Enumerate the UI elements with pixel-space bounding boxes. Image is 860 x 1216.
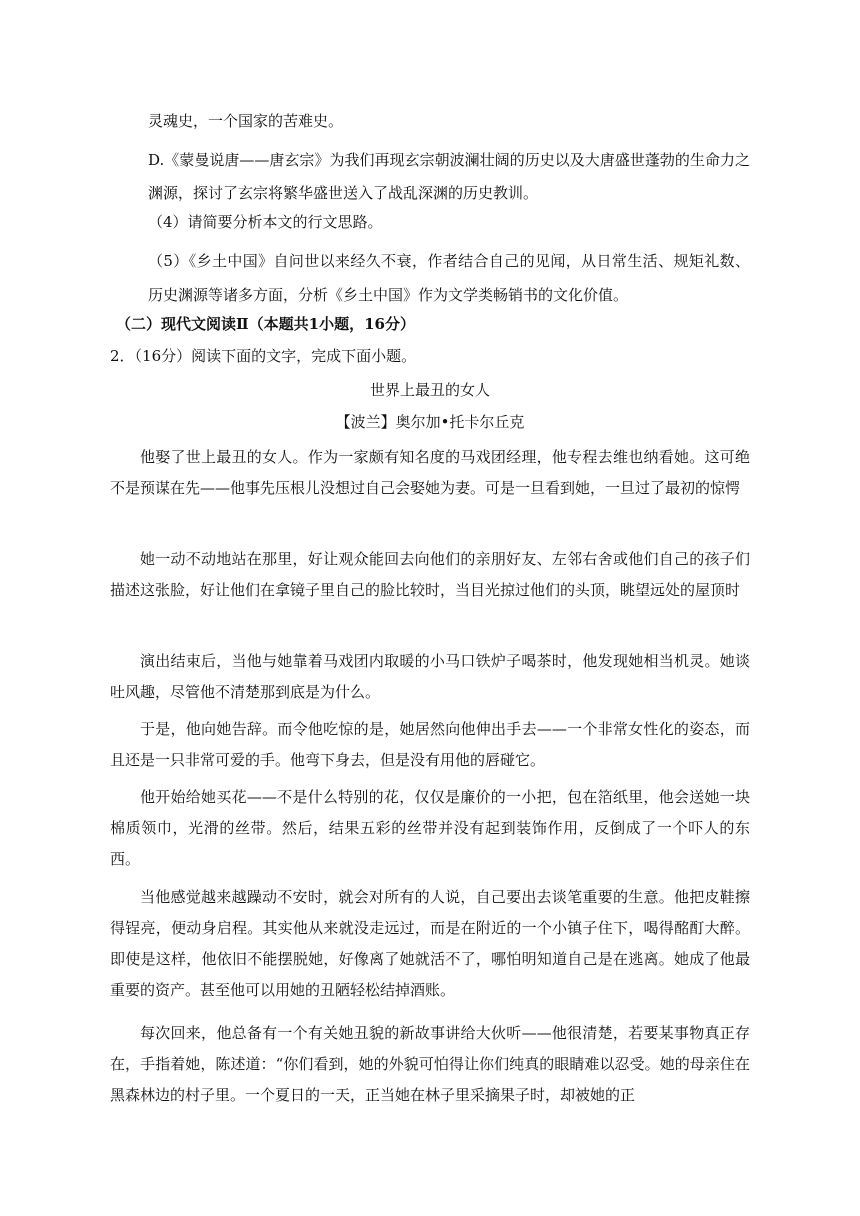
story-paragraph-7: 每次回来，他总备有一个有关她丑貌的新故事讲给大伙听——他很清楚，若要某事物真正存在，手指着她，陈述道：“你们看到，她的外貌可怕得让你们纯真的眼睛难以忍受。她的母亲住在黑森林边的村子里。一个夏日的一天，正当她在林子里采摘果子时，却被她的正 (110, 1024, 750, 1104)
story-paragraph-6: 当他感觉越来越躁动不安时，就会对所有的人说，自己要出去谈笔重要的生意。他把皮鞋擦得锃亮，便动身启程。其实他从来就没走远过，而是在附近的一个小镇子住下，喝得酩酊大醉。即使是这样，他依旧不能摆脱她，好像离了她就活不了，哪怕明知道自己是在逃离。她成了他最重要的资产。甚至他可以用她的丑陋轻松结掉酒账。 (110, 888, 750, 999)
story-paragraph-1: 他娶了世上最丑的女人。作为一家颇有知名度的马戏团经理，他专程去维也纳看她。这可绝不是预谋在先——他事先压根儿没想过自己会娶她为妻。可是一旦看到她，一旦过了最初的惊愕 (110, 448, 750, 497)
story-paragraph-2: 她一动不动地站在那里，好让观众能回去向他们的亲朋好友、左邻右舍或他们自己的孩子们描述这张脸，好让他们在拿镜子里自己的脸比较时，当目光掠过他们的头顶，眺望远处的屋顶时 (110, 550, 750, 599)
option-d: D.《蒙曼说唐——唐玄宗》为我们再现玄宗朝波澜壮阔的历史以及大唐盛世蓬勃的生命力之渊源，探讨了玄宗将繁华盛世送入了战乱深渊的历史教训。 (148, 151, 750, 202)
story-paragraph-4: 于是，他向她告辞。而令他吃惊的是，她居然向他伸出手去——一个非常女性化的姿态，而且还是一只非常可爱的手。他弯下身去，但是没有用他的唇碰它。 (110, 720, 750, 769)
story-title: 世界上最丑的女人 (369, 381, 490, 399)
question-5: （5）《乡土中国》自问世以来经久不衰，作者结合自己的见闻，从日常生活、规矩礼数、历史渊源等诸多方面，分析《乡土中国》作为文学类畅销书的文化价值。 (148, 252, 750, 304)
question-4: （4）请简要分析本文的行文思路。 (148, 213, 383, 231)
story-paragraph-5: 他开始给她买花——不是什么特别的花，仅仅是廉价的一小把，包在箔纸里，他会送她一块棉质领巾，光滑的丝带。然后，结果五彩的丝带并没有起到装饰作用，反倒成了一个吓人的东西。 (110, 788, 750, 868)
question-2-prompt: 2．（16分）阅读下面的文字，完成下面小题。 (110, 347, 417, 365)
option-c-continuation: 灵魂史，一个国家的苦难史。 (148, 112, 344, 130)
section-heading: （二）现代文阅读Ⅱ（本题共1小题，16分） (116, 315, 415, 333)
story-paragraph-3: 演出结束后，当他与她靠着马戏团内取暖的小马口铁炉子喝茶时，他发现她相当机灵。她谈吐风趣，尽管他不清楚那到底是为什么。 (110, 652, 750, 701)
story-author: 【波兰】奥尔加•托卡尔丘克 (335, 413, 525, 431)
